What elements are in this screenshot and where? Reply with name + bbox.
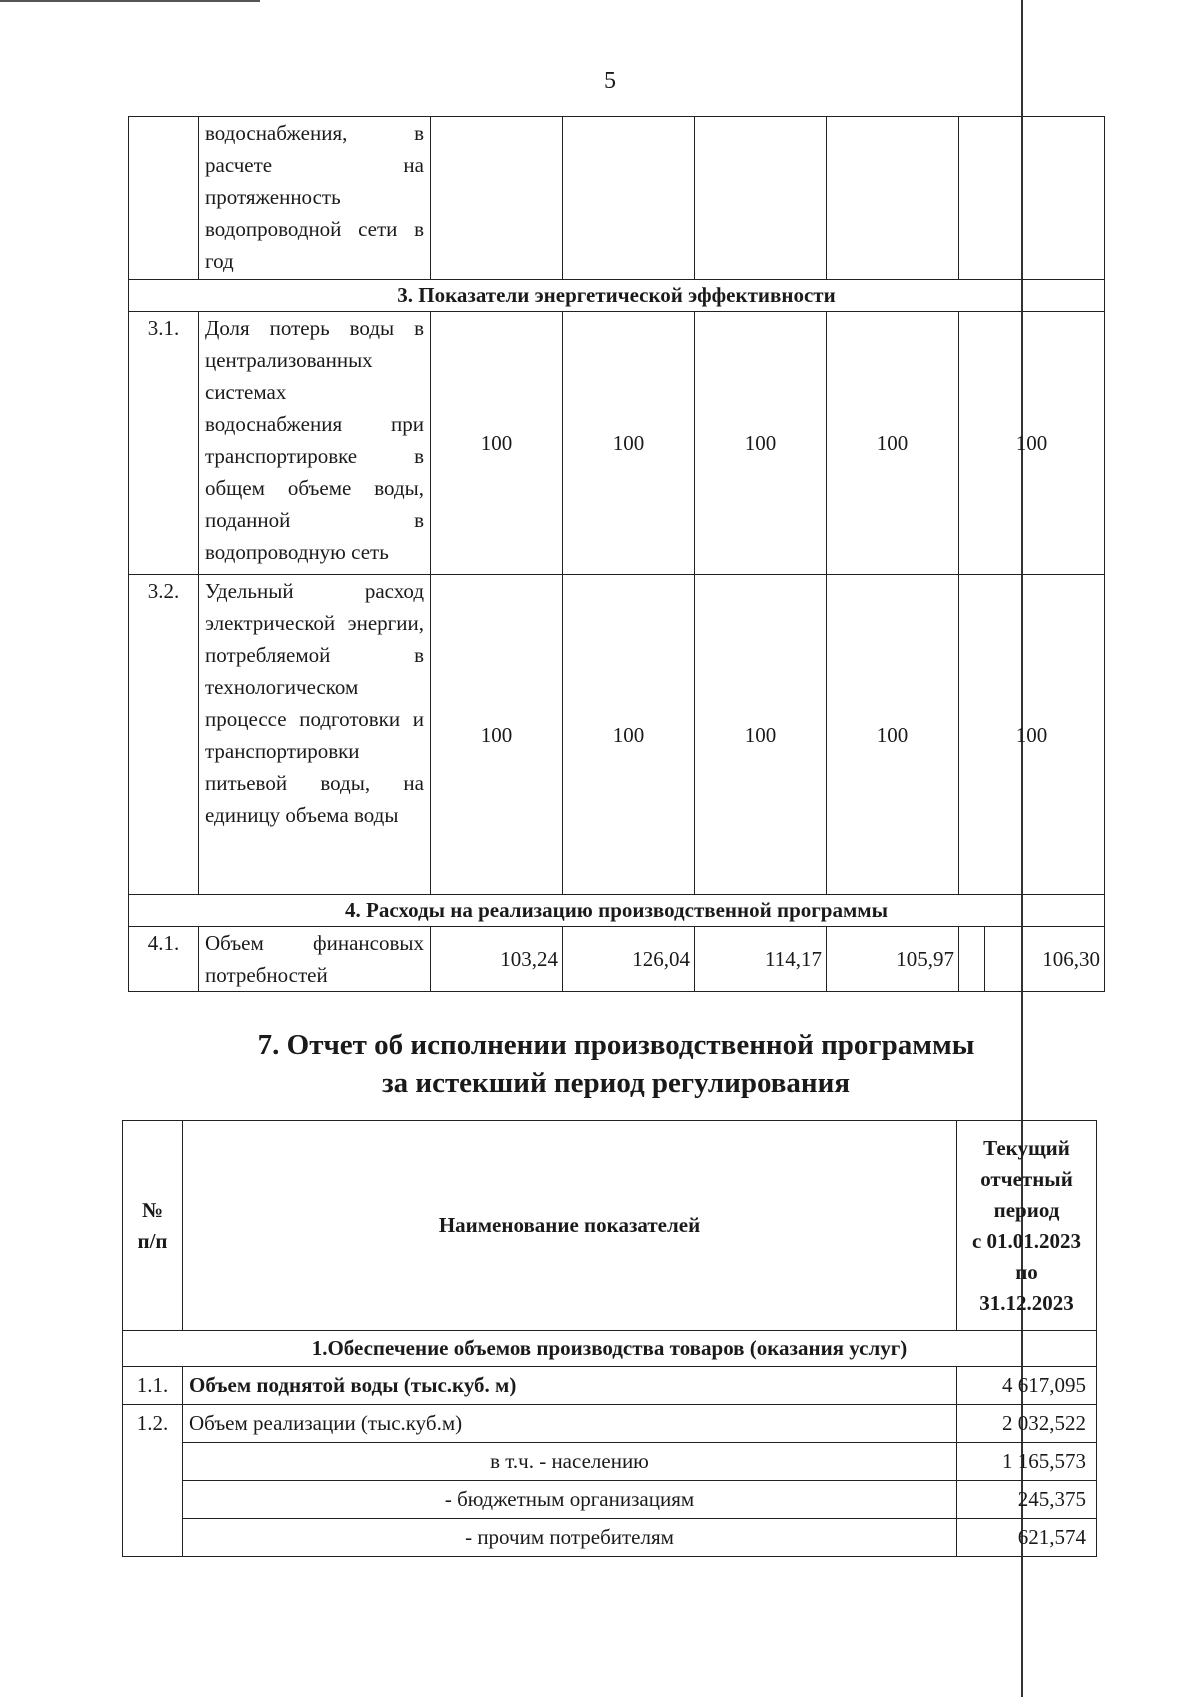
indicator-name: Доля потерь воды в централизованных системах водоснабжения при транспортировке в общем объеме воды, поданной в водопроводную сеть [199,312,431,575]
indicator-name: водоснабжения, в расчете на протяженность водопроводной сети в год [199,117,431,280]
row-number [123,1443,183,1481]
value-cell: 105,97 [827,927,959,992]
row-number: 1.1. [123,1367,183,1405]
value-cell: 100 [959,575,1105,895]
row-number [123,1481,183,1519]
section-heading-line: за истекший период регулирования [381,1067,851,1099]
section-heading-line: 7. Отчет об исполнении производственной программы [257,1029,975,1061]
value-cell [431,117,563,280]
value-cell-spacer [959,927,985,992]
header-text: № [141,1197,164,1222]
value-cell [827,117,959,280]
indicators-table [128,116,1105,992]
indicator-name: - бюджетным организациям [183,1481,957,1519]
value-cell: 126,04 [563,927,695,992]
header-name: Наименование показателей [183,1121,957,1331]
header-text: с 01.01.2023 [971,1228,1082,1253]
table-row [123,1443,1097,1481]
indicator-name: Объем реализации (тыс.куб.м) [183,1405,957,1443]
header-text: 31.12.2023 [979,1290,1074,1315]
header-text: отчетный [980,1166,1073,1191]
value-cell: 100 [827,575,959,895]
value-cell: 100 [563,312,695,575]
value-cell: 114,17 [695,927,827,992]
row-number [129,117,199,280]
value-cell: 100 [563,575,695,895]
section-title: 3. Показатели энергетической эффективности [129,280,1105,312]
value-cell: 245,375 [957,1481,1097,1519]
indicator-name: в т.ч. - населению [183,1443,957,1481]
header-period [957,1121,1097,1331]
value-cell [695,117,827,280]
value-cell: 100 [431,312,563,575]
scan-edge-line [0,0,260,2]
value-cell: 4 617,095 [957,1367,1097,1405]
indicator-name: Объем поднятой воды (тыс.куб. м) [183,1367,957,1405]
table-row [129,312,1105,575]
header-number [123,1121,183,1331]
indicator-name: Удельный расход электрической энергии, потребляемой в технологическом процессе подготовки и транспортировки питьевой воды, на единицу объема воды [199,575,431,895]
section-title: 1.Обеспечение объемов производства товаров (оказания услуг) [123,1331,1097,1367]
table-row [123,1367,1097,1405]
table-row [123,1481,1097,1519]
value-cell: 100 [695,575,827,895]
section-heading [128,1026,1104,1102]
table-row [129,575,1105,895]
row-number: 4.1. [129,927,199,992]
row-number [123,1519,183,1557]
value-cell [563,117,695,280]
header-text: по [1015,1259,1038,1284]
section-title: 4. Расходы на реализацию производственной программы [129,895,1105,927]
header-text: период [993,1197,1060,1222]
table-row [129,927,1105,992]
page-number: 5 [604,68,616,94]
value-cell: 621,574 [957,1519,1097,1557]
value-cell [959,117,1105,280]
value-cell: 100 [959,312,1105,575]
header-text: Текущий [983,1135,1070,1160]
value-cell: 2 032,522 [957,1405,1097,1443]
value-cell: 103,24 [431,927,563,992]
header-text: п/п [137,1228,168,1253]
table-row [123,1519,1097,1557]
report-table [122,1120,1097,1557]
row-number: 3.1. [129,312,199,575]
value-cell: 100 [827,312,959,575]
value-cell: 100 [431,575,563,895]
header-row [123,1121,1097,1331]
section-row [129,280,1105,312]
value-cell: 1 165,573 [957,1443,1097,1481]
table-row [129,117,1105,280]
section-row [129,895,1105,927]
row-number: 1.2. [123,1405,183,1443]
table-row [123,1405,1097,1443]
indicator-name: Объем финансовых потребностей [199,927,431,992]
value-cell: 100 [695,312,827,575]
row-number: 3.2. [129,575,199,895]
indicator-name: - прочим потребителям [183,1519,957,1557]
value-cell: 106,30 [985,927,1105,992]
section-row [123,1331,1097,1367]
